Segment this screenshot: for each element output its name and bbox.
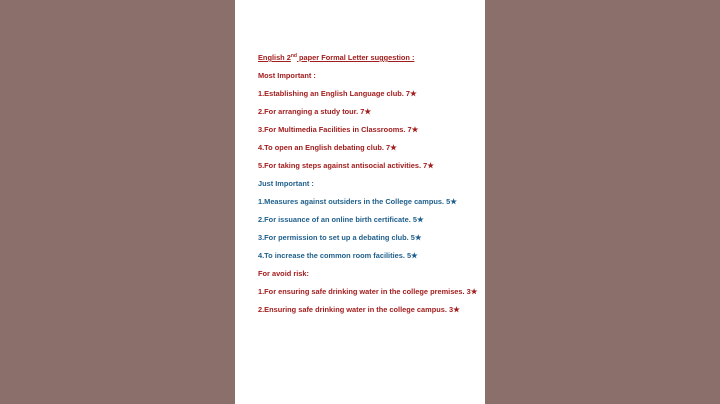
list-item: 2.Ensuring safe drinking water in the college campus. 3★ — [258, 305, 460, 314]
list-item: 2.For arranging a study tour. 7★ — [258, 107, 371, 116]
document-page — [235, 0, 485, 404]
list-item: 3.For Multimedia Facilities in Classrooms. 7★ — [258, 125, 419, 134]
title-superscript: nd — [290, 53, 297, 59]
list-item: 4.To increase the common room facilities. 5★ — [258, 251, 418, 260]
title-prefix: English 2 — [258, 53, 291, 62]
list-item: 1.For ensuring safe drinking water in the college premises. 3★ — [258, 287, 478, 296]
section-heading-avoid-risk: For avoid risk: — [258, 269, 309, 278]
list-item: 3.For permission to set up a debating club. 5★ — [258, 233, 422, 242]
section-heading-just-important: Just Important : — [258, 179, 314, 188]
list-item: 1.Establishing an English Language club. 7★ — [258, 89, 417, 98]
section-heading-most-important: Most Important : — [258, 71, 316, 80]
title-suffix: paper Formal Letter suggestion : — [296, 53, 415, 62]
list-item: 1.Measures against outsiders in the College campus. 5★ — [258, 197, 457, 206]
list-item: 4.To open an English debating club. 7★ — [258, 143, 397, 152]
document-content — [258, 49, 482, 319]
list-item: 2.For issuance of an online birth certificate. 5★ — [258, 215, 424, 224]
list-item: 5.For taking steps against antisocial activities. 7★ — [258, 161, 434, 170]
document-title — [258, 49, 482, 67]
